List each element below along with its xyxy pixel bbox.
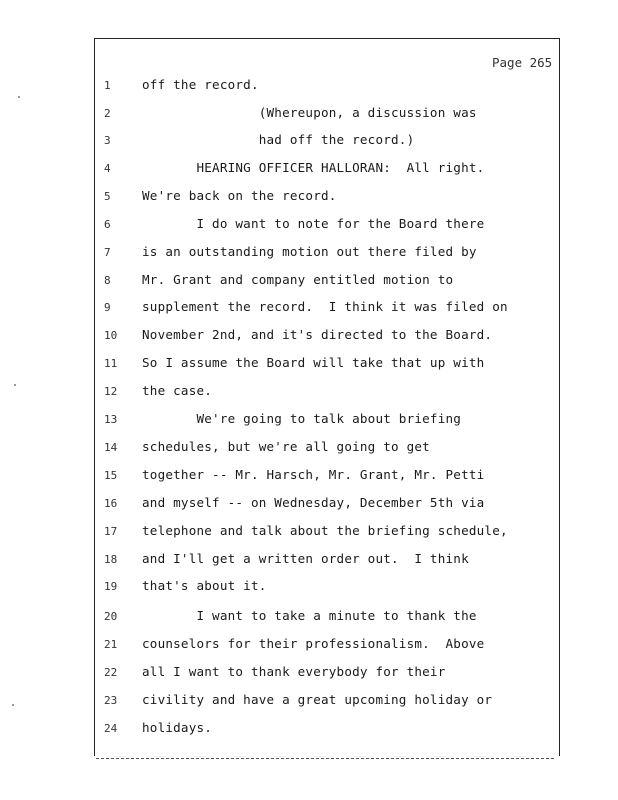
scan-speck <box>14 384 16 386</box>
line-number: 10 <box>104 329 118 342</box>
line-number: 15 <box>104 469 118 482</box>
line-number: 23 <box>104 694 118 707</box>
line-number: 20 <box>104 610 118 623</box>
line-number: 8 <box>104 274 111 287</box>
transcript-line <box>100 385 556 405</box>
transcript-line <box>100 134 556 154</box>
line-text: that's about it. <box>142 578 267 593</box>
line-number: 22 <box>104 666 118 679</box>
line-text: We're back on the record. <box>142 188 337 203</box>
line-text: and myself -- on Wednesday, December 5th via <box>142 495 485 510</box>
line-text: HEARING OFFICER HALLORAN: All right. <box>142 160 485 175</box>
transcript-line <box>100 580 556 600</box>
line-number: 18 <box>104 553 118 566</box>
line-text: November 2nd, and it's directed to the Board. <box>142 327 493 342</box>
line-text: civility and have a great upcoming holiday or <box>142 692 493 707</box>
transcript-line <box>100 329 556 349</box>
transcript-line <box>100 525 556 545</box>
line-number: 3 <box>104 134 111 147</box>
line-text: counselors for their professionalism. Above <box>142 636 485 651</box>
transcript-line <box>100 666 556 686</box>
line-number: 4 <box>104 162 111 175</box>
line-text: Mr. Grant and company entitled motion to <box>142 272 454 287</box>
line-number: 19 <box>104 580 118 593</box>
line-text: is an outstanding motion out there filed by <box>142 244 477 259</box>
line-text: schedules, but we're all going to get <box>142 439 430 454</box>
transcript-line <box>100 107 556 127</box>
transcript-line <box>100 694 556 714</box>
transcript-line <box>100 553 556 573</box>
transcript-line <box>100 79 556 99</box>
transcript-line <box>100 638 556 658</box>
line-text: and I'll get a written order out. I think <box>142 551 469 566</box>
line-number: 21 <box>104 638 118 651</box>
line-text: I want to take a minute to thank the <box>142 608 477 623</box>
transcript-line <box>100 190 556 210</box>
line-number: 24 <box>104 722 118 735</box>
line-number: 9 <box>104 301 111 314</box>
line-text: (Whereupon, a discussion was <box>142 105 477 120</box>
transcript-line <box>100 469 556 489</box>
transcript-line <box>100 722 556 742</box>
line-number: 12 <box>104 385 118 398</box>
transcript-line <box>100 441 556 461</box>
line-text: holidays. <box>142 720 213 735</box>
transcript-line <box>100 413 556 433</box>
line-number: 14 <box>104 441 118 454</box>
scan-speck <box>12 704 14 706</box>
line-text: So I assume the Board will take that up with <box>142 355 485 370</box>
line-text: I do want to note for the Board there <box>142 216 485 231</box>
transcript-line <box>100 218 556 238</box>
line-number: 5 <box>104 190 111 203</box>
scan-speck <box>18 96 20 98</box>
line-text: had off the record.) <box>142 132 415 147</box>
line-number: 7 <box>104 246 111 259</box>
line-number: 6 <box>104 218 111 231</box>
line-text: telephone and talk about the briefing schedule, <box>142 523 508 538</box>
transcript-line <box>100 301 556 321</box>
line-text: supplement the record. I think it was filed on <box>142 299 508 314</box>
line-number: 1 <box>104 79 111 92</box>
transcript-line <box>100 246 556 266</box>
transcript-line <box>100 610 556 630</box>
page-number: Page 265 <box>492 55 553 70</box>
line-number: 11 <box>104 357 118 370</box>
line-number: 13 <box>104 413 118 426</box>
line-number: 16 <box>104 497 118 510</box>
transcript-line <box>100 497 556 517</box>
line-number: 17 <box>104 525 118 538</box>
line-text: together -- Mr. Harsch, Mr. Grant, Mr. Petti <box>142 467 485 482</box>
page-bottom-rule <box>96 758 554 759</box>
line-number: 2 <box>104 107 111 120</box>
line-text: off the record. <box>142 77 259 92</box>
line-text: the case. <box>142 383 213 398</box>
transcript-line <box>100 162 556 182</box>
line-text: all I want to thank everybody for their <box>142 664 446 679</box>
transcript-line <box>100 274 556 294</box>
transcript-line <box>100 357 556 377</box>
line-text: We're going to talk about briefing <box>142 411 462 426</box>
